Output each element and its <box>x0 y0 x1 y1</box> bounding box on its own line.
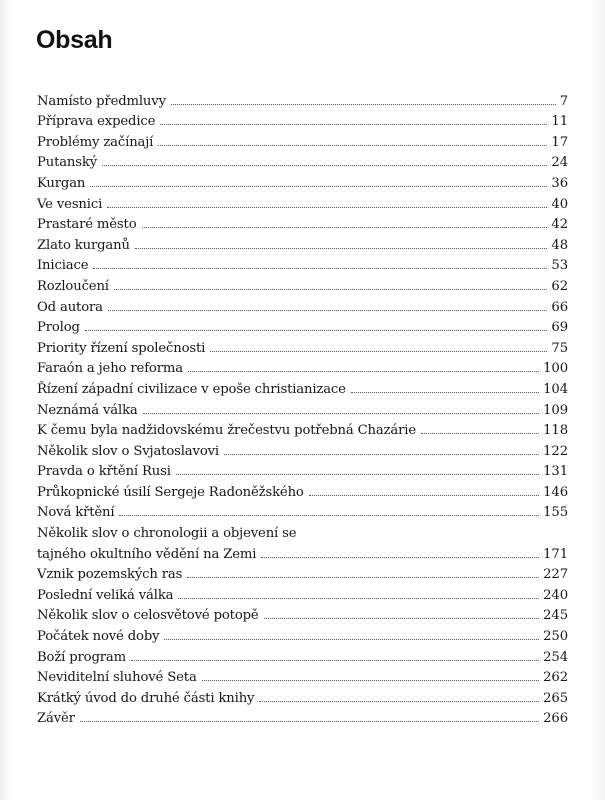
toc-entry <box>37 479 568 500</box>
dot-leader <box>259 701 539 702</box>
dot-leader <box>178 598 539 599</box>
toc-entry <box>37 685 568 706</box>
toc-entry <box>37 129 568 150</box>
toc-entry-page: 265 <box>543 690 568 706</box>
toc-entry-title: Řízení západní civilizace v epoše christianizace <box>37 381 346 397</box>
toc-entry-title: Poslední veliká válka <box>37 587 174 603</box>
dot-leader <box>160 124 547 125</box>
toc-entry-title: Nová křtění <box>37 505 115 521</box>
dot-leader <box>119 515 539 516</box>
toc-entry-title: Krátký úvod do druhé části knihy <box>37 690 255 706</box>
toc-entry <box>37 418 568 439</box>
toc-entry <box>37 356 568 377</box>
toc-entry <box>37 623 568 644</box>
toc-entry <box>37 438 568 459</box>
toc-entry <box>37 315 568 336</box>
toc-entry-page: 245 <box>543 608 568 624</box>
toc-entry <box>37 232 568 253</box>
dot-leader <box>142 227 548 228</box>
dot-leader <box>158 145 547 146</box>
dot-leader <box>143 413 539 414</box>
dot-leader <box>93 268 547 269</box>
toc-entry-page: 240 <box>543 587 568 603</box>
dot-leader <box>210 351 547 352</box>
toc-entry-title: Vznik pozemských ras <box>37 567 183 583</box>
dot-leader <box>224 454 539 455</box>
toc-entry <box>37 335 568 356</box>
toc-entry-page: 122 <box>543 443 568 459</box>
toc-entry-title: Priority řízení společnosti <box>37 340 206 356</box>
dot-leader <box>85 330 548 331</box>
toc-entry <box>37 459 568 480</box>
toc-entry <box>37 376 568 397</box>
toc-entry-title: Prolog <box>37 320 80 336</box>
toc-entry-title: Závěr <box>37 711 75 727</box>
toc-entry <box>37 170 568 191</box>
toc-entry-title: Pravda o křtění Rusi <box>37 464 171 480</box>
dot-leader <box>164 639 539 640</box>
toc-entry-title-line: Několik slov o chronologii a objevení se <box>37 526 297 542</box>
toc-entry-page: 254 <box>543 649 568 665</box>
toc-entry <box>37 644 568 665</box>
toc-entry-title: Zlato kurganů <box>37 237 130 253</box>
toc-entry-page: 131 <box>543 464 568 480</box>
toc-entry-page: 69 <box>551 320 568 336</box>
dot-leader <box>102 165 547 166</box>
toc-entry-title: Příprava expedice <box>37 114 156 130</box>
toc-entry-page: 146 <box>543 484 568 500</box>
toc-entry-title: Boží program <box>37 649 126 665</box>
dot-leader <box>176 474 539 475</box>
toc-entry-page: 17 <box>551 134 568 150</box>
toc-entry-page: 53 <box>551 258 568 274</box>
toc-entry <box>37 603 568 624</box>
toc-entry-title: Rozloučení <box>37 278 109 294</box>
toc-entry-title: tajného okultního vědění na Zemi <box>37 546 257 562</box>
toc-entry-page: 7 <box>559 93 568 109</box>
dot-leader <box>90 186 547 187</box>
dot-leader <box>114 289 548 290</box>
toc-entry <box>37 520 568 561</box>
toc-entry-page: 48 <box>551 237 568 253</box>
dot-leader <box>80 721 539 722</box>
dot-leader <box>351 392 539 393</box>
dot-leader <box>131 660 539 661</box>
dot-leader <box>309 495 539 496</box>
toc-entry-title: Putanský <box>37 155 98 171</box>
toc-entry-page: 118 <box>543 423 568 439</box>
toc-entry-page: 227 <box>543 567 568 583</box>
toc-entry <box>37 212 568 233</box>
toc-entry <box>37 150 568 171</box>
toc-entry-page: 250 <box>543 629 568 645</box>
toc-entry-page: 36 <box>551 175 568 191</box>
toc-entry <box>37 253 568 274</box>
toc-entry-page: 11 <box>551 114 568 130</box>
toc-entry-page: 266 <box>543 711 568 727</box>
toc-entry-page: 75 <box>551 340 568 356</box>
dot-leader <box>171 104 556 105</box>
toc-entry <box>37 562 568 583</box>
toc-entry <box>37 500 568 521</box>
toc-entry-title: Prastaré město <box>37 217 137 233</box>
dot-leader <box>264 618 540 619</box>
table-of-contents <box>37 88 568 726</box>
toc-entry-title: Počátek nové doby <box>37 629 160 645</box>
toc-entry-title: Několik slov o celosvětové potopě <box>37 608 259 624</box>
toc-entry-title: Namísto předmluvy <box>37 93 166 109</box>
toc-entry-title: Neznámá válka <box>37 402 138 418</box>
toc-entry <box>37 88 568 109</box>
dot-leader <box>261 557 539 558</box>
toc-entry-title: Od autora <box>37 299 103 315</box>
toc-entry-page: 109 <box>543 402 568 418</box>
toc-entry-title: Kurgan <box>37 175 86 191</box>
toc-entry-page: 62 <box>551 278 568 294</box>
toc-entry <box>37 109 568 130</box>
toc-entry-title: Problémy začínají <box>37 134 154 150</box>
toc-entry-page: 66 <box>551 299 568 315</box>
toc-entry <box>37 706 568 727</box>
toc-entry <box>37 397 568 418</box>
page-title: Obsah <box>36 26 113 54</box>
toc-entry-title: Několik slov o Svjatoslavovi <box>37 443 219 459</box>
toc-entry-page: 40 <box>551 196 568 212</box>
toc-entry-title: K čemu byla nadžidovskému žrečestvu potřebná Chazárie <box>37 423 416 439</box>
toc-entry-page: 24 <box>551 155 568 171</box>
toc-entry <box>37 665 568 686</box>
dot-leader <box>421 433 539 434</box>
toc-entry-page: 100 <box>543 361 568 377</box>
toc-entry-page: 104 <box>543 381 568 397</box>
toc-entry <box>37 273 568 294</box>
dot-leader <box>187 577 539 578</box>
toc-entry-title: Faraón a jeho reforma <box>37 361 183 377</box>
toc-entry <box>37 191 568 212</box>
toc-entry <box>37 294 568 315</box>
dot-leader <box>107 207 547 208</box>
toc-entry-page: 262 <box>543 670 568 686</box>
dot-leader <box>135 248 548 249</box>
dot-leader <box>202 680 539 681</box>
toc-entry-page: 42 <box>551 217 568 233</box>
toc-entry-title: Průkopnické úsilí Sergeje Radoněžského <box>37 484 304 500</box>
toc-entry-page: 171 <box>543 546 568 562</box>
toc-entry-title: Iniciace <box>37 258 89 274</box>
toc-entry-title: Neviditelní sluhové Seta <box>37 670 197 686</box>
toc-entry-page: 155 <box>543 505 568 521</box>
toc-entry <box>37 582 568 603</box>
dot-leader <box>188 371 539 372</box>
dot-leader <box>108 310 548 311</box>
toc-entry-title: Ve vesnici <box>37 196 103 212</box>
